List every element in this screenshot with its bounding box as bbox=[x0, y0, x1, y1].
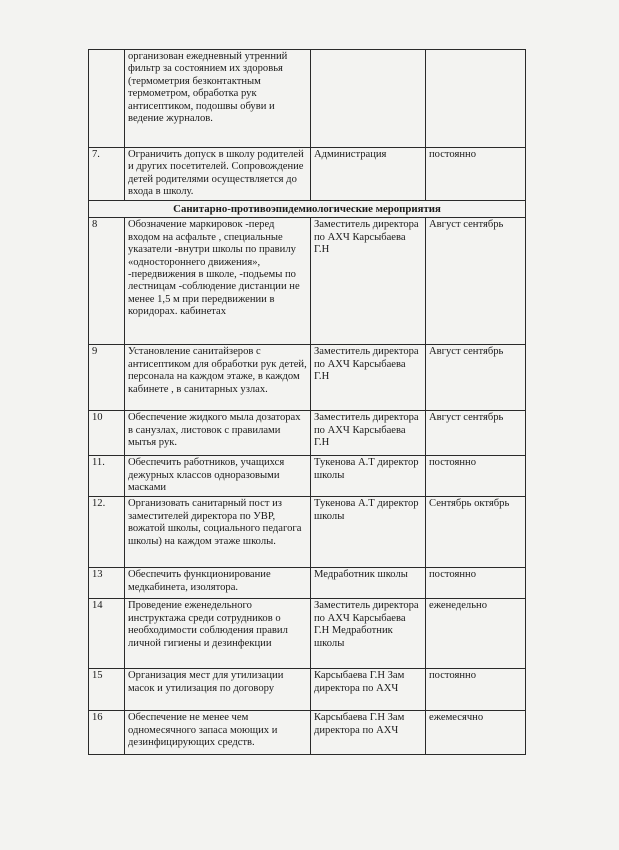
responsible-cell: Заместитель директора по АХЧ Карсыбаева Г.Н bbox=[311, 411, 426, 456]
row-number: 13 bbox=[89, 568, 125, 599]
term-cell: еженедельно bbox=[426, 599, 526, 669]
action-cell: Организовать санитарный пост из заместителей директора по УВР, вожатой школы, социального педагога школы) на каждом этаже школы. bbox=[125, 497, 311, 568]
action-cell: Установление санитайзеров с антисептиком для обработки рук детей, персонала на каждом этаже, в каждом кабинете , в санитарных узлах. bbox=[125, 345, 311, 411]
term-cell: постоянно bbox=[426, 669, 526, 711]
row-number: 12. bbox=[89, 497, 125, 568]
table-row bbox=[89, 456, 526, 497]
table-row bbox=[89, 599, 526, 669]
row-number: 16 bbox=[89, 711, 125, 755]
responsible-cell: Администрация bbox=[311, 148, 426, 201]
row-number: 15 bbox=[89, 669, 125, 711]
row-number: 8 bbox=[89, 218, 125, 345]
term-cell: постоянно bbox=[426, 568, 526, 599]
section-header-row bbox=[89, 201, 526, 218]
action-cell: Обеспечение не менее чем одномесячного запаса моющих и дезинфицирующих средств. bbox=[125, 711, 311, 755]
row-number: 11. bbox=[89, 456, 125, 497]
action-cell: Обозначение маркировок -перед входом на асфальте , специальные указатели -внутри школы по правилу «одностороннего движения», -передвижения в школе, -подьемы по лестницам -соблюдение дистанции не менее 1,5 м при передвижении в коридорах. кабинетах bbox=[125, 218, 311, 345]
measures-table bbox=[88, 49, 526, 755]
action-cell: Обеспечение жидкого мыла дозаторах в санузлах, листовок с правилами мытья рук. bbox=[125, 411, 311, 456]
table-row bbox=[89, 218, 526, 345]
responsible-cell: Карсыбаева Г.Н Зам директора по АХЧ bbox=[311, 711, 426, 755]
action-cell: организован ежедневный утренний фильтр за состоянием их здоровья (термометрия безконтактным термометром, обработка рук антисептиком, подошвы обуви и ведение журналов. bbox=[125, 50, 311, 148]
table-row bbox=[89, 568, 526, 599]
responsible-cell: Медработник школы bbox=[311, 568, 426, 599]
term-cell: ежемесячно bbox=[426, 711, 526, 755]
row-number: 7. bbox=[89, 148, 125, 201]
responsible-cell: Тукенова А.Т директор школы bbox=[311, 497, 426, 568]
table-row bbox=[89, 50, 526, 148]
term-cell bbox=[426, 50, 526, 148]
responsible-cell: Заместитель директора по АХЧ Карсыбаева Г.Н bbox=[311, 218, 426, 345]
term-cell: Август сентябрь bbox=[426, 345, 526, 411]
action-cell: Проведение еженедельного инструктажа среди сотрудников о необходимости соблюдения правил личной гигиены и дезинфекции bbox=[125, 599, 311, 669]
responsible-cell: Заместитель директора по АХЧ Карсыбаева Г.Н bbox=[311, 345, 426, 411]
term-cell: Сентябрь октябрь bbox=[426, 497, 526, 568]
action-cell: Обеспечить работников, учащихся дежурных классов одноразовыми масками bbox=[125, 456, 311, 497]
table-row bbox=[89, 669, 526, 711]
responsible-cell: Тукенова А.Т директор школы bbox=[311, 456, 426, 497]
table-row bbox=[89, 497, 526, 568]
term-cell: Август сентябрь bbox=[426, 218, 526, 345]
table-row bbox=[89, 148, 526, 201]
row-number: 14 bbox=[89, 599, 125, 669]
row-number: 10 bbox=[89, 411, 125, 456]
responsible-cell: Карсыбаева Г.Н Зам директора по АХЧ bbox=[311, 669, 426, 711]
term-cell: Август сентябрь bbox=[426, 411, 526, 456]
table-row bbox=[89, 711, 526, 755]
term-cell: постоянно bbox=[426, 148, 526, 201]
action-cell: Организация мест для утилизации масок и утилизация по договору bbox=[125, 669, 311, 711]
row-number: 9 bbox=[89, 345, 125, 411]
table-row bbox=[89, 411, 526, 456]
table-row bbox=[89, 345, 526, 411]
responsible-cell: Заместитель директора по АХЧ Карсыбаева Г.Н Медработник школы bbox=[311, 599, 426, 669]
action-cell: Ограничить допуск в школу родителей и других посетителей. Сопровождение детей родителями осуществляется до входа в школу. bbox=[125, 148, 311, 201]
responsible-cell bbox=[311, 50, 426, 148]
section-title: Санитарно-противоэпидемиологические мероприятия bbox=[89, 201, 526, 218]
action-cell: Обеспечить функционирование медкабинета, изолятора. bbox=[125, 568, 311, 599]
row-number bbox=[89, 50, 125, 148]
term-cell: постоянно bbox=[426, 456, 526, 497]
